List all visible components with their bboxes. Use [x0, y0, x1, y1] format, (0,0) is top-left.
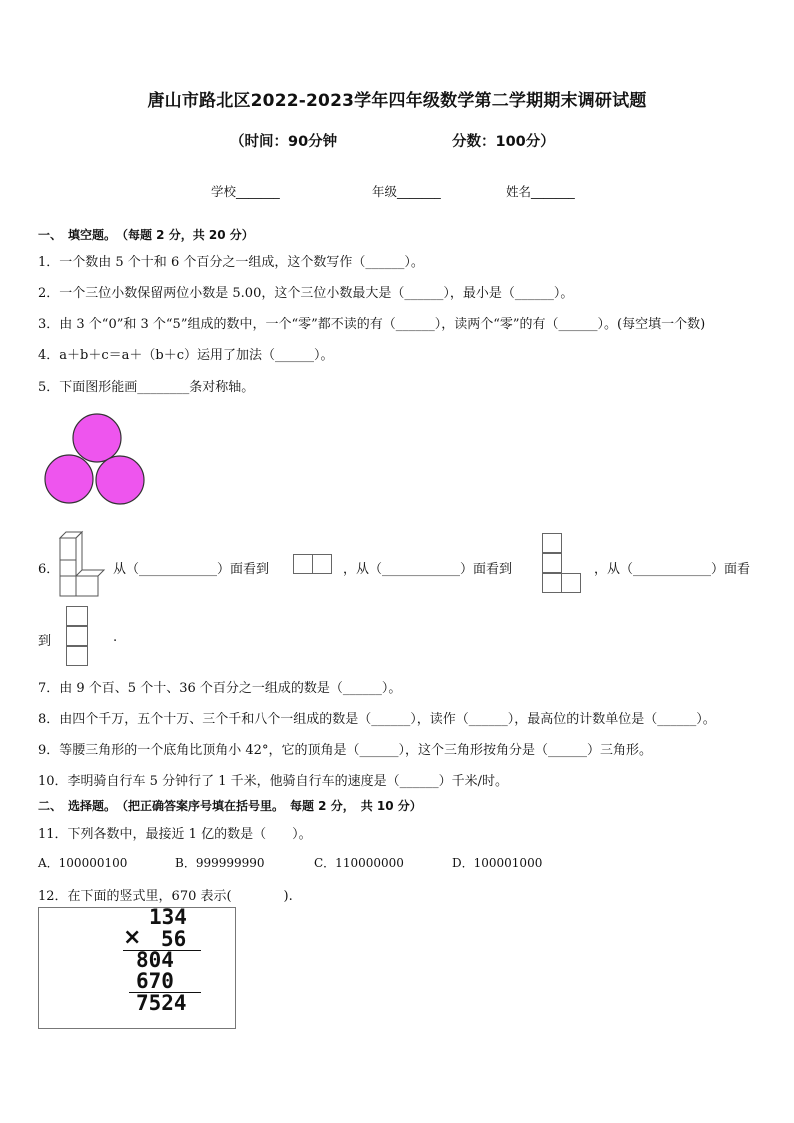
circle-right [96, 456, 144, 504]
circle-top [73, 414, 121, 462]
three-circles-figure [38, 408, 150, 508]
question-4: 4．a＋b＋c＝a＋（b＋c）运用了加法（______）。 [38, 348, 334, 363]
question-6-part-c: ，从（____________）面看 [594, 562, 751, 577]
question-1: 1．一个数由 5 个十和 6 个百分之一组成，这个数写作（______）。 [38, 255, 424, 270]
grade-field[interactable] [372, 182, 441, 200]
times-sign: × [123, 925, 142, 950]
question-8: 8．由四个千万，五个十万、三个千和八个一组成的数是（______），读作（______），最高位的计数单位是（______）。 [38, 712, 716, 727]
name-field[interactable] [506, 182, 575, 200]
school-blank: _______ [236, 184, 280, 199]
name-label: 姓名 [506, 184, 532, 199]
school-label: 学校 [211, 184, 237, 199]
grade-blank: _______ [397, 184, 441, 199]
question-6-part-a: 从（____________）面看到 [113, 562, 270, 577]
partial-product-2: 670 [136, 969, 174, 993]
option-c[interactable]: C．110000000 [314, 856, 404, 870]
question-3: 3．由 3 个“0”和 3 个“5”组成的数中，一个“零”都不读的有（______），读两个“零”的有（______）。(每空填一个数) [38, 317, 706, 332]
question-12: 12．在下面的竖式里，670 表示( ). [38, 889, 293, 904]
cube-stack-figure [56, 530, 104, 598]
cube-stack-icon [56, 530, 106, 598]
vertical-multiplication-box [38, 907, 236, 1029]
question-5: 5．下面图形能画________条对称轴。 [38, 380, 255, 395]
option-a[interactable]: A．100000100 [38, 856, 128, 870]
view-two-squares [293, 554, 333, 576]
view-column [66, 606, 90, 668]
page-title: 唐山市路北区2022-2023学年四年级数学第二学期期末调研试题 [147, 91, 647, 111]
question-2: 2．一个三位小数保留两位小数是 5.00，这个三位小数最大是（______），最小是（______）。 [38, 286, 574, 301]
multiplier: 56 [161, 927, 187, 951]
question-9: 9．等腰三角形的一个底角比顶角小 42°，它的顶角是（______），这个三角形按角分是（______）三角形。 [38, 743, 652, 758]
school-field[interactable] [211, 182, 280, 200]
multiplicand: 134 [149, 905, 187, 929]
score-text: 分数：100分） [452, 134, 555, 150]
section-fill-blank-heading: 一、 填空题。 （每题 2 分，共 20 分） [38, 228, 254, 242]
question-11: 11．下列各数中，最接近 1 亿的数是（ ）。 [38, 827, 312, 842]
question-10: 10．李明骑自行车 5 分钟行了 1 千米，他骑自行车的速度是（______）千米/时。 [38, 774, 508, 789]
question-7: 7．由 9 个百、5 个十、36 个百分之一组成的数是（______）。 [38, 681, 402, 696]
option-b[interactable]: B．999999990 [175, 856, 265, 870]
question-6-end: . [113, 630, 118, 645]
question-6-part-b: ，从（____________）面看到 [343, 562, 513, 577]
time-text: （时间：90分钟 [230, 134, 338, 150]
section-choice-heading: 二、 选择题。 （把正确答案序号填在括号里。 每题 2 分， 共 10 分） [38, 799, 422, 813]
circle-left [45, 455, 93, 503]
name-blank: _______ [531, 184, 575, 199]
grade-label: 年级 [372, 184, 398, 199]
question-6-part-d: 到 [38, 634, 52, 649]
question-6-number: 6． [38, 562, 60, 577]
product: 7524 [136, 991, 187, 1015]
view-l-shape [542, 533, 584, 595]
option-d[interactable]: D．100001000 [452, 856, 543, 870]
partial-product-1: 804 [136, 948, 174, 972]
